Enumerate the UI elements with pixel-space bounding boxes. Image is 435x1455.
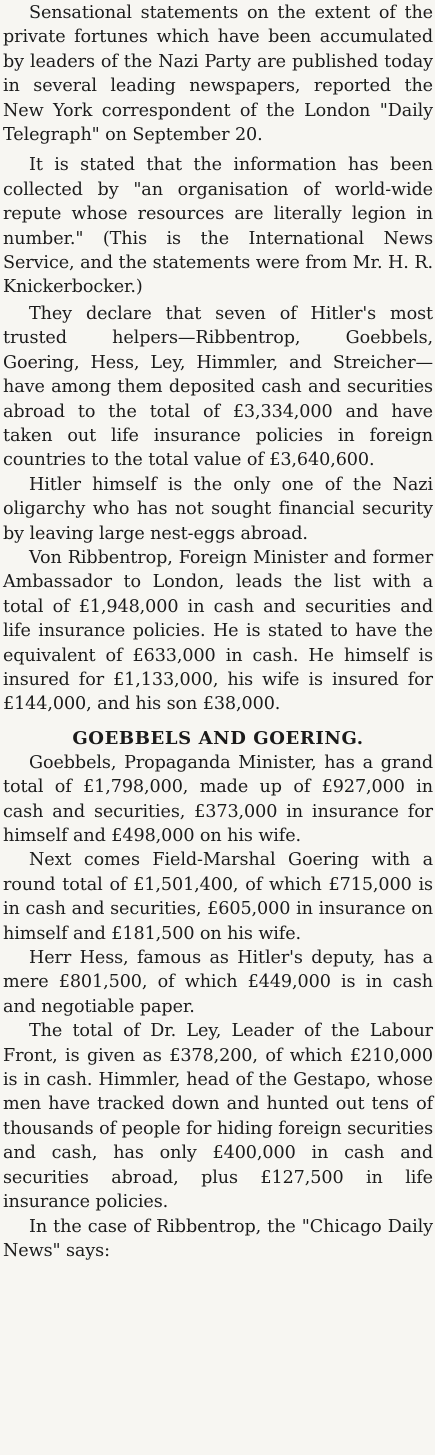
paragraph-source: It is stated that the information has been collected by "an organisation of world-wide repute whose resources are literally legion in number." (This is the International News Service, and the statements were from Mr. H. R. Knickerbocker.) [3,155,433,298]
paragraph-hess: Herr Hess, famous as Hitler's deputy, has a mere £801,500, of which £449,000 is in cash and negotiable paper. [3,948,433,1017]
paragraph-seven-helpers: They declare that seven of Hitler's most trusted helpers—Ribbentrop, Goebbels, Goering, Hess, Ley, Himmler, and Streicher—have among them deposited cash and securities abroad to the total of £3,334,000 and have taken out life insurance policies in foreign countries to the total value of £3,640,600. [3,303,433,471]
paragraph-hitler: Hitler himself is the only one of the Nazi oligarchy who has not sought financial security by leaving large nest-eggs abroad. [3,474,433,544]
paragraph-goering: Next comes Field-Marshal Goering with a round total of £1,501,400, of which £715,000 is in cash and securities, £605,000 in insurance on himself and £181,500 on his wife. [3,850,433,944]
paragraph-ribbentrop: Von Ribbentrop, Foreign Minister and former Ambassador to London, leads the list with a total of £1,948,000 in cash and securities and life insurance policies. He is stated to have the equivalent of £633,000 in cash. He himself is insured for £1,133,000, his wife is insured for £144,000, and his son £38,000. [3,547,433,715]
paragraph-ley-himmler: The total of Dr. Ley, Leader of the Labour Front, is given as £378,200, of which £210,000 is in cash. Himmler, head of the Gestapo, whose men have tracked down and hunted out tens of thousands of people for hiding foreign securities and cash, has only £400,000 in cash and securities abroad, plus £127,500 in life insurance policies. [3,1021,433,1213]
paragraph-chicago-daily-news: In the case of Ribbentrop, the "Chicago Daily News" says: [3,1216,433,1261]
subheading: GOEBBELS AND GOERING. [72,727,364,749]
paragraph-opening: Sensational statements on the extent of the private fortunes which have been accumulated by leaders of the Nazi Party are published today in several leading newspapers, reported the New York correspondent of the London "Daily Telegraph" on September 20. [3,3,433,146]
paragraph-goebbels: Goebbels, Propaganda Minister, has a grand total of £1,798,000, made up of £927,000 in cash and securities, £373,000 in insurance for himself and £498,000 on his wife. [3,752,433,846]
